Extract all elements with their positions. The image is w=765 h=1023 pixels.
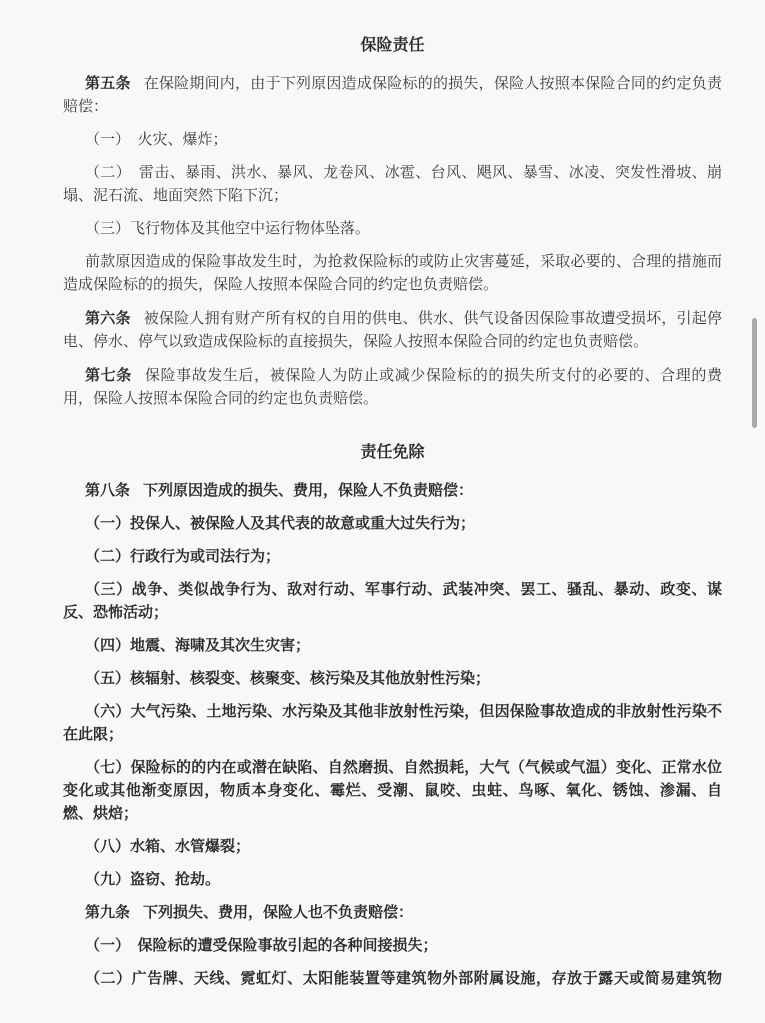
list-item-paragraph bbox=[63, 868, 722, 891]
clause-number: 第七条 bbox=[85, 367, 132, 384]
paragraph-text: 被保险人拥有财产所有权的自用的供电、供水、供气设备因保险事故遭受损坏，引起停电、停水、停气以致造成保险标的直接损失，保险人按照本保险合同的约定也负责赔偿。 bbox=[63, 311, 722, 350]
clause-paragraph bbox=[63, 72, 722, 119]
list-item-paragraph bbox=[63, 129, 722, 152]
list-item-paragraph bbox=[63, 512, 722, 535]
list-item-paragraph bbox=[63, 967, 722, 990]
paragraph-text: （二）广告牌、天线、霓虹灯、太阳能装置等建筑物外部附属设施，存放于露天或简易建筑物 bbox=[85, 970, 722, 987]
clause-paragraph bbox=[63, 307, 722, 354]
paragraph-text: （一）投保人、被保险人及其代表的故意或重大过失行为； bbox=[85, 515, 476, 532]
paragraph-text: （二） 雷击、暴雨、洪水、暴风、龙卷风、冰雹、台风、飓风、暴雪、冰凌、突发性滑坡、崩塌、泥石流、地面突然下陷下沉； bbox=[63, 165, 722, 204]
clause-paragraph bbox=[63, 364, 722, 411]
clause-paragraph bbox=[63, 901, 722, 924]
section-heading: 责任免除 bbox=[360, 444, 425, 461]
paragraph-text: （二）行政行为或司法行为； bbox=[85, 548, 281, 565]
list-item-paragraph bbox=[63, 835, 722, 858]
paragraph-text: 下列损失、费用，保险人也不负责赔偿： bbox=[143, 904, 414, 921]
paragraph-text: （七）保险标的的内在或潜在缺陷、自然磨损、自然损耗，大气（气候或气温）变化、正常水位变化或其他渐变原因，物质本身变化、霉烂、受潮、鼠咬、虫蛀、鸟啄、氧化、锈蚀、渗漏、自燃、烘焙； bbox=[63, 759, 722, 822]
paragraph-text: 保险事故发生后，被保险人为防止或减少保险标的的损失所支付的必要的、合理的费用，保险人按照本保险合同的约定也负责赔偿。 bbox=[63, 368, 722, 407]
list-item-paragraph bbox=[63, 634, 722, 657]
list-item-paragraph bbox=[63, 218, 722, 241]
paragraph-text: （九）盗窃、抢劫。 bbox=[85, 871, 221, 888]
paragraph-text: （五）核辐射、核裂变、核聚变、核污染及其他放射性污染； bbox=[85, 670, 491, 687]
paragraph-text: 前款原因造成的保险事故发生时，为抢救保险标的或防止灾害蔓延，采取必要的、合理的措施而造成保险标的的损失，保险人按照本保险合同的约定也负责赔偿。 bbox=[63, 254, 722, 293]
section-heading: 保险责任 bbox=[360, 37, 425, 54]
list-item-paragraph bbox=[63, 756, 722, 825]
list-item-paragraph bbox=[63, 545, 722, 568]
paragraph-text: （六）大气污染、土地污染、水污染及其他非放射性污染，但因保险事故造成的非放射性污染不在此限； bbox=[63, 703, 722, 743]
paragraph-text: （一） 保险标的遭受保险事故引起的各种间接损失； bbox=[85, 937, 438, 954]
clause-number: 第九条 bbox=[85, 904, 131, 921]
list-item-paragraph bbox=[63, 934, 722, 957]
list-item-paragraph bbox=[63, 251, 722, 297]
clause-paragraph bbox=[63, 479, 722, 502]
paragraph-text: 在保险期间内，由于下列原因造成保险标的的损失，保险人按照本保险合同的约定负责赔偿： bbox=[63, 76, 722, 115]
scrollbar-thumb[interactable] bbox=[752, 318, 757, 428]
list-item-paragraph bbox=[63, 667, 722, 690]
list-item-paragraph bbox=[63, 162, 722, 208]
section-insurance-liability bbox=[63, 34, 722, 411]
paragraph-text: 下列原因造成的损失、费用，保险人不负责赔偿： bbox=[143, 482, 474, 499]
paragraph-text: （三）战争、类似战争行为、敌对行动、军事行动、武装冲突、罢工、骚乱、暴动、政变、谋反、恐怖活动； bbox=[63, 581, 722, 621]
clause-number: 第八条 bbox=[85, 482, 131, 499]
list-item-paragraph bbox=[63, 578, 722, 624]
clause-number: 第六条 bbox=[85, 310, 131, 327]
paragraph-text: （四）地震、海啸及其次生灾害； bbox=[85, 637, 311, 654]
section-liability-exclusions bbox=[63, 441, 722, 990]
clause-number: 第五条 bbox=[85, 75, 131, 92]
paragraph-text: （八）水箱、水管爆裂； bbox=[85, 838, 251, 855]
list-item-paragraph bbox=[63, 700, 722, 746]
paragraph-text: （一） 火灾、爆炸； bbox=[85, 132, 228, 148]
paragraph-text: （三）飞行物体及其他空中运行物体坠落。 bbox=[85, 221, 371, 237]
